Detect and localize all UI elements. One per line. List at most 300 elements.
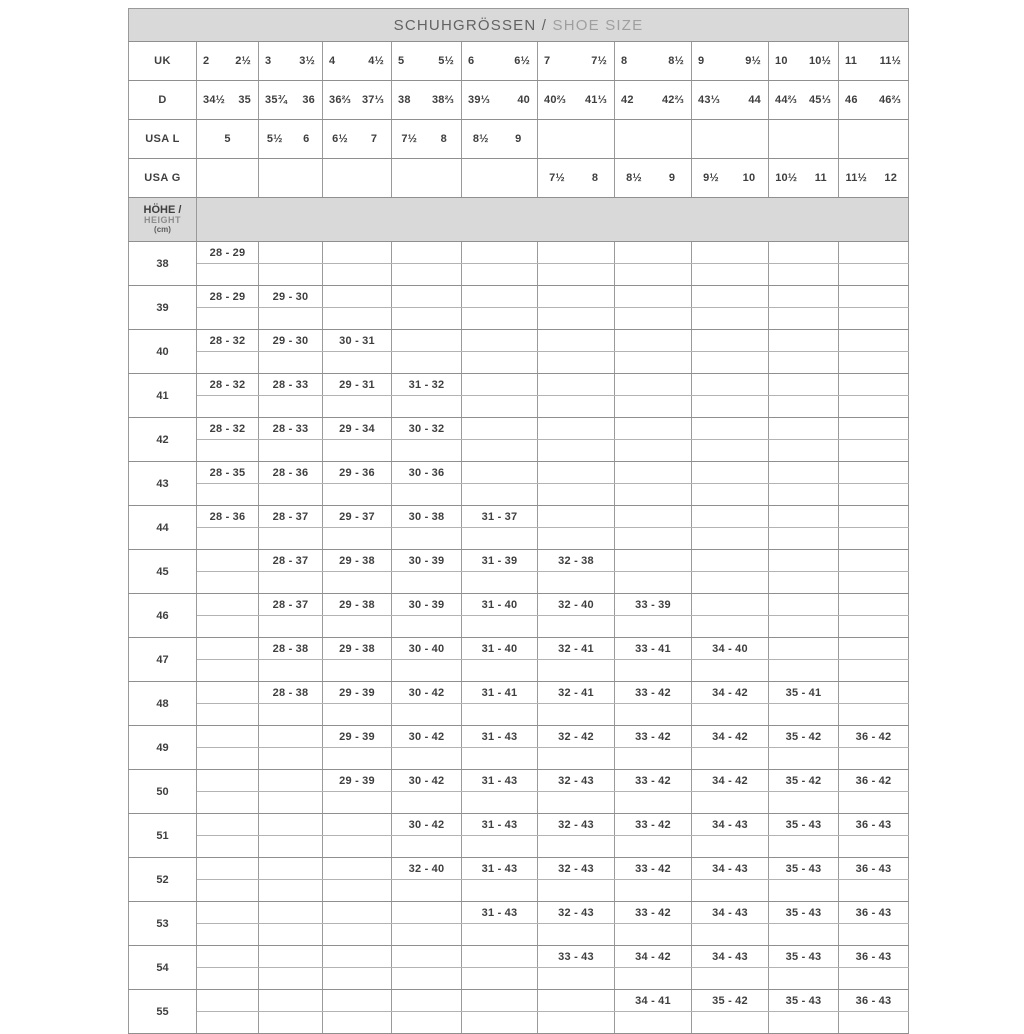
height-label-50: 50 (129, 770, 197, 814)
cell-h43-g2-spacer (259, 484, 323, 506)
cell-h47-g7: 33 - 41 (615, 638, 692, 660)
cell-h51-g6-spacer (538, 836, 615, 858)
cell-h47-g7-spacer (615, 660, 692, 682)
uk-group-6 (538, 42, 615, 81)
cell-h54-g5 (462, 946, 538, 968)
cell-h46-g3: 29 - 38 (323, 594, 392, 616)
d-pair-6 (538, 94, 614, 106)
height-row-53 (129, 902, 909, 924)
cell-h43-g5 (462, 462, 538, 484)
cell-h55-g8-spacer (692, 1012, 769, 1034)
uk-value: 5 (398, 55, 405, 67)
cell-h52-g9-spacer (769, 880, 839, 902)
cell-h47-g4: 30 - 40 (392, 638, 462, 660)
uk-value: 9½ (745, 55, 761, 67)
height-label-46: 46 (129, 594, 197, 638)
cell-h45-g3: 29 - 38 (323, 550, 392, 572)
cell-h44-g7-spacer (615, 528, 692, 550)
cell-h52-g4-spacer (392, 880, 462, 902)
cell-h43-g6 (538, 462, 615, 484)
d-value: 38⅔ (431, 94, 454, 106)
cell-h45-g3-spacer (323, 572, 392, 594)
cell-h42-g2-spacer (259, 440, 323, 462)
cell-h51-g4: 30 - 42 (392, 814, 462, 836)
row-label-usa-g: USA G (129, 159, 197, 198)
cell-h38-g2 (259, 242, 323, 264)
cell-h40-g2-spacer (259, 352, 323, 374)
uk-pair-1 (197, 55, 258, 67)
usa-g-group-2 (259, 159, 323, 198)
cell-h48-g6-spacer (538, 704, 615, 726)
cell-h40-g8-spacer (692, 352, 769, 374)
usa-g-group-10 (839, 159, 909, 198)
cell-h51-g6: 32 - 43 (538, 814, 615, 836)
cell-h53-g7-spacer (615, 924, 692, 946)
uk-value: 10 (775, 55, 788, 67)
height-label-53: 53 (129, 902, 197, 946)
height-row-43-spacer (129, 484, 909, 506)
cell-h49-g4-spacer (392, 748, 462, 770)
cell-h49-g5: 31 - 43 (462, 726, 538, 748)
cell-h51-g3-spacer (323, 836, 392, 858)
cell-h54-g6: 33 - 43 (538, 946, 615, 968)
height-row-46-spacer (129, 616, 909, 638)
chart-title-en: SHOE SIZE (552, 16, 644, 34)
cell-h40-g9 (769, 330, 839, 352)
height-row-50 (129, 770, 909, 792)
cell-h51-g4-spacer (392, 836, 462, 858)
height-row-49 (129, 726, 909, 748)
cell-h49-g8-spacer (692, 748, 769, 770)
cell-h51-g10: 36 - 43 (839, 814, 909, 836)
cell-h54-g3-spacer (323, 968, 392, 990)
cell-h55-g10: 36 - 43 (839, 990, 909, 1012)
d-value: 42⅔ (661, 94, 684, 106)
cell-h42-g6 (538, 418, 615, 440)
cell-h51-g5: 31 - 43 (462, 814, 538, 836)
d-pair-8 (692, 94, 768, 106)
cell-h43-g1-spacer (197, 484, 259, 506)
cell-h55-g2 (259, 990, 323, 1012)
height-label-40: 40 (129, 330, 197, 374)
cell-h45-g5-spacer (462, 572, 538, 594)
usa-g-value: 11½ (845, 172, 867, 184)
cell-h43-g9-spacer (769, 484, 839, 506)
cell-h50-g2-spacer (259, 792, 323, 814)
cell-h41-g5-spacer (462, 396, 538, 418)
cell-h45-g4: 30 - 39 (392, 550, 462, 572)
cell-h41-g2-spacer (259, 396, 323, 418)
height-label-44: 44 (129, 506, 197, 550)
cell-h48-g9-spacer (769, 704, 839, 726)
cell-h41-g3: 29 - 31 (323, 374, 392, 396)
height-row-39-spacer (129, 308, 909, 330)
cell-h43-g8 (692, 462, 769, 484)
usa-l-group-3 (323, 120, 392, 159)
height-row-43 (129, 462, 909, 484)
height-header-label (129, 198, 197, 242)
height-label-43: 43 (129, 462, 197, 506)
cell-h47-g10 (839, 638, 909, 660)
cell-h48-g7-spacer (615, 704, 692, 726)
uk-value: 7½ (591, 55, 607, 67)
cell-h50-g3-spacer (323, 792, 392, 814)
cell-h41-g9 (769, 374, 839, 396)
cell-h39-g10 (839, 286, 909, 308)
cell-h41-g7-spacer (615, 396, 692, 418)
cell-h55-g5 (462, 990, 538, 1012)
cell-h44-g3-spacer (323, 528, 392, 550)
cell-h47-g4-spacer (392, 660, 462, 682)
uk-pair-9 (769, 55, 838, 67)
d-group-4 (392, 81, 462, 120)
cell-h45-g7-spacer (615, 572, 692, 594)
cell-h48-g7: 33 - 42 (615, 682, 692, 704)
cell-h50-g4-spacer (392, 792, 462, 814)
row-label-usa-l: USA L (129, 120, 197, 159)
cell-h47-g9-spacer (769, 660, 839, 682)
d-group-9 (769, 81, 839, 120)
cell-h48-g3: 29 - 39 (323, 682, 392, 704)
cell-h38-g5-spacer (462, 264, 538, 286)
cell-h40-g3: 30 - 31 (323, 330, 392, 352)
cell-h49-g4: 30 - 42 (392, 726, 462, 748)
height-label-45: 45 (129, 550, 197, 594)
cell-h49-g10-spacer (839, 748, 909, 770)
cell-h55-g2-spacer (259, 1012, 323, 1034)
usa-l-group-6 (538, 120, 615, 159)
cell-h40-g1: 28 - 32 (197, 330, 259, 352)
d-value: 44⅔ (775, 94, 798, 106)
cell-h55-g4-spacer (392, 1012, 462, 1034)
usa-l-group-10 (839, 120, 909, 159)
uk-value: 4 (329, 55, 336, 67)
usa-l-group-1 (197, 120, 259, 159)
cell-h44-g4: 30 - 38 (392, 506, 462, 528)
cell-h41-g4-spacer (392, 396, 462, 418)
cell-h45-g9-spacer (769, 572, 839, 594)
height-row-46 (129, 594, 909, 616)
cell-h44-g2-spacer (259, 528, 323, 550)
cell-h54-g9: 35 - 43 (769, 946, 839, 968)
cell-h45-g8-spacer (692, 572, 769, 594)
d-value: 36⅔ (329, 94, 352, 106)
cell-h53-g1-spacer (197, 924, 259, 946)
cell-h42-g5-spacer (462, 440, 538, 462)
uk-value: 8 (621, 55, 628, 67)
height-row-48-spacer (129, 704, 909, 726)
cell-h51-g10-spacer (839, 836, 909, 858)
usa-l-value: 6 (303, 133, 310, 145)
cell-h53-g9: 35 - 43 (769, 902, 839, 924)
height-row-54 (129, 946, 909, 968)
cell-h43-g3-spacer (323, 484, 392, 506)
usa-l-value: 6½ (332, 133, 348, 145)
usa-g-value: 8 (591, 172, 599, 184)
cell-h41-g1: 28 - 32 (197, 374, 259, 396)
height-row-51 (129, 814, 909, 836)
cell-h42-g9-spacer (769, 440, 839, 462)
d-value: 40⅔ (544, 94, 567, 106)
cell-h53-g8: 34 - 43 (692, 902, 769, 924)
cell-h53-g10-spacer (839, 924, 909, 946)
cell-h45-g10 (839, 550, 909, 572)
cell-h40-g9-spacer (769, 352, 839, 374)
cell-h55-g6-spacer (538, 1012, 615, 1034)
usa-l-group-9 (769, 120, 839, 159)
usa-g-group-1 (197, 159, 259, 198)
cell-h50-g5: 31 - 43 (462, 770, 538, 792)
d-group-1 (197, 81, 259, 120)
cell-h51-g2 (259, 814, 323, 836)
cell-h38-g1-spacer (197, 264, 259, 286)
cell-h43-g2: 28 - 36 (259, 462, 323, 484)
cell-h47-g2: 28 - 38 (259, 638, 323, 660)
cell-h52-g10: 36 - 43 (839, 858, 909, 880)
height-row-51-spacer (129, 836, 909, 858)
usa-l-pair-3 (323, 133, 391, 145)
cell-h42-g8-spacer (692, 440, 769, 462)
d-group-3 (323, 81, 392, 120)
cell-h39-g7 (615, 286, 692, 308)
cell-h38-g2-spacer (259, 264, 323, 286)
cell-h42-g7 (615, 418, 692, 440)
cell-h55-g6 (538, 990, 615, 1012)
cell-h39-g9-spacer (769, 308, 839, 330)
cell-h38-g4-spacer (392, 264, 462, 286)
d-value: 41⅓ (584, 94, 607, 106)
usa-l-value: 8 (440, 133, 447, 145)
cell-h49-g9-spacer (769, 748, 839, 770)
chart-title-de: SCHUHGRÖSSEN / (393, 16, 553, 34)
height-row-39 (129, 286, 909, 308)
usa-l-group-5 (462, 120, 538, 159)
cell-h42-g4-spacer (392, 440, 462, 462)
uk-value: 6 (468, 55, 475, 67)
cell-h42-g1-spacer (197, 440, 259, 462)
cell-h55-g7: 34 - 41 (615, 990, 692, 1012)
d-value: 35 (238, 94, 251, 106)
height-label-55: 55 (129, 990, 197, 1034)
cell-h49-g10: 36 - 42 (839, 726, 909, 748)
cell-h44-g1: 28 - 36 (197, 506, 259, 528)
cell-h53-g6: 32 - 43 (538, 902, 615, 924)
cell-h49-g1 (197, 726, 259, 748)
cell-h54-g5-spacer (462, 968, 538, 990)
height-row-53-spacer (129, 924, 909, 946)
cell-h54-g9-spacer (769, 968, 839, 990)
cell-h48-g6: 32 - 41 (538, 682, 615, 704)
usa-l-group-4 (392, 120, 462, 159)
cell-h43-g6-spacer (538, 484, 615, 506)
cell-h50-g1 (197, 770, 259, 792)
cell-h50-g6: 32 - 43 (538, 770, 615, 792)
cell-h45-g10-spacer (839, 572, 909, 594)
cell-h47-g9 (769, 638, 839, 660)
cell-h50-g9-spacer (769, 792, 839, 814)
cell-h54-g2 (259, 946, 323, 968)
d-pair-1 (197, 94, 258, 106)
cell-h43-g8-spacer (692, 484, 769, 506)
uk-pair-2 (259, 55, 322, 67)
uk-pair-3 (323, 55, 391, 67)
uk-group-5 (462, 42, 538, 81)
cell-h47-g5: 31 - 40 (462, 638, 538, 660)
cell-h43-g7-spacer (615, 484, 692, 506)
height-row-44-spacer (129, 528, 909, 550)
cell-h40-g5 (462, 330, 538, 352)
cell-h42-g6-spacer (538, 440, 615, 462)
cell-h42-g9 (769, 418, 839, 440)
cell-h39-g9 (769, 286, 839, 308)
cell-h48-g1-spacer (197, 704, 259, 726)
cell-h38-g3 (323, 242, 392, 264)
height-label-51: 51 (129, 814, 197, 858)
cell-h48-g8: 34 - 42 (692, 682, 769, 704)
height-row-38 (129, 242, 909, 264)
cell-h38-g8-spacer (692, 264, 769, 286)
d-group-2 (259, 81, 323, 120)
usa-l-value: 9 (515, 133, 522, 145)
cell-h45-g7 (615, 550, 692, 572)
cell-h45-g2-spacer (259, 572, 323, 594)
cell-h44-g3: 29 - 37 (323, 506, 392, 528)
cell-h46-g1 (197, 594, 259, 616)
cell-h52-g4: 32 - 40 (392, 858, 462, 880)
cell-h43-g1: 28 - 35 (197, 462, 259, 484)
cell-h52-g3-spacer (323, 880, 392, 902)
cell-h46-g8-spacer (692, 616, 769, 638)
cell-h45-g6: 32 - 38 (538, 550, 615, 572)
cell-h44-g6-spacer (538, 528, 615, 550)
cell-h51-g1-spacer (197, 836, 259, 858)
cell-h48-g5-spacer (462, 704, 538, 726)
d-pair-4 (392, 94, 461, 106)
cell-h49-g7-spacer (615, 748, 692, 770)
usa-g-pair-8 (692, 172, 768, 184)
d-group-6 (538, 81, 615, 120)
cell-h38-g9-spacer (769, 264, 839, 286)
d-value: 44 (748, 94, 761, 106)
cell-h46-g10 (839, 594, 909, 616)
cell-h38-g4 (392, 242, 462, 264)
cell-h45-g5: 31 - 39 (462, 550, 538, 572)
cell-h38-g8 (692, 242, 769, 264)
cell-h38-g5 (462, 242, 538, 264)
cell-h50-g7-spacer (615, 792, 692, 814)
cell-h47-g3-spacer (323, 660, 392, 682)
cell-h42-g2: 28 - 33 (259, 418, 323, 440)
cell-h41-g1-spacer (197, 396, 259, 418)
cell-h38-g7-spacer (615, 264, 692, 286)
cell-h40-g7 (615, 330, 692, 352)
cell-h39-g5 (462, 286, 538, 308)
cell-h39-g6 (538, 286, 615, 308)
d-group-7 (615, 81, 692, 120)
cell-h51-g8: 34 - 43 (692, 814, 769, 836)
cell-h53-g9-spacer (769, 924, 839, 946)
cell-h50-g8: 34 - 42 (692, 770, 769, 792)
usa-g-value: 12 (884, 172, 898, 184)
cell-h41-g4: 31 - 32 (392, 374, 462, 396)
cell-h41-g10 (839, 374, 909, 396)
height-header-band (197, 198, 909, 242)
usa-g-pair-9 (769, 172, 838, 184)
cell-h55-g9-spacer (769, 1012, 839, 1034)
usa-l-group-7 (615, 120, 692, 159)
usa-l-group-2 (259, 120, 323, 159)
uk-group-10 (839, 42, 909, 81)
cell-h53-g3 (323, 902, 392, 924)
height-row-45-spacer (129, 572, 909, 594)
cell-h50-g3: 29 - 39 (323, 770, 392, 792)
usa-l-pair-4 (392, 133, 461, 145)
cell-h44-g7 (615, 506, 692, 528)
cell-h50-g1-spacer (197, 792, 259, 814)
cell-h48-g1 (197, 682, 259, 704)
height-row-50-spacer (129, 792, 909, 814)
cell-h52-g2 (259, 858, 323, 880)
cell-h47-g6-spacer (538, 660, 615, 682)
d-value: 39⅓ (468, 94, 491, 106)
cell-h46-g7: 33 - 39 (615, 594, 692, 616)
cell-h55-g9: 35 - 43 (769, 990, 839, 1012)
cell-h54-g10-spacer (839, 968, 909, 990)
cell-h46-g6-spacer (538, 616, 615, 638)
usa-l-value: 5 (224, 133, 231, 145)
cell-h51-g2-spacer (259, 836, 323, 858)
cell-h52-g9: 35 - 43 (769, 858, 839, 880)
cell-h45-g4-spacer (392, 572, 462, 594)
usa-l-value: 7 (370, 133, 378, 145)
height-label-49: 49 (129, 726, 197, 770)
uk-value: 9 (698, 55, 705, 67)
chart-title (129, 9, 909, 42)
cell-h49-g9: 35 - 42 (769, 726, 839, 748)
height-row-45 (129, 550, 909, 572)
usa-g-group-9 (769, 159, 839, 198)
row-usa-l (129, 120, 909, 159)
cell-h49-g6-spacer (538, 748, 615, 770)
cell-h44-g9 (769, 506, 839, 528)
d-group-8 (692, 81, 769, 120)
usa-g-pair-6 (538, 172, 614, 184)
height-row-41-spacer (129, 396, 909, 418)
d-pair-7 (615, 94, 691, 106)
cell-h50-g10-spacer (839, 792, 909, 814)
uk-value: 5½ (438, 55, 454, 67)
uk-pair-8 (692, 55, 768, 67)
usa-g-value: 7½ (549, 172, 565, 184)
cell-h51-g9-spacer (769, 836, 839, 858)
cell-h45-g9 (769, 550, 839, 572)
height-row-47 (129, 638, 909, 660)
cell-h54-g3 (323, 946, 392, 968)
cell-h38-g6-spacer (538, 264, 615, 286)
cell-h53-g10: 36 - 43 (839, 902, 909, 924)
cell-h52-g5: 31 - 43 (462, 858, 538, 880)
cell-h51-g3 (323, 814, 392, 836)
cell-h51-g5-spacer (462, 836, 538, 858)
usa-g-value: 9 (668, 172, 676, 184)
d-value: 37⅓ (361, 94, 384, 106)
cell-h53-g6-spacer (538, 924, 615, 946)
height-row-52 (129, 858, 909, 880)
cell-h52-g7: 33 - 42 (615, 858, 692, 880)
cell-h39-g2: 29 - 30 (259, 286, 323, 308)
cell-h54-g10: 36 - 43 (839, 946, 909, 968)
uk-value: 3 (265, 55, 272, 67)
